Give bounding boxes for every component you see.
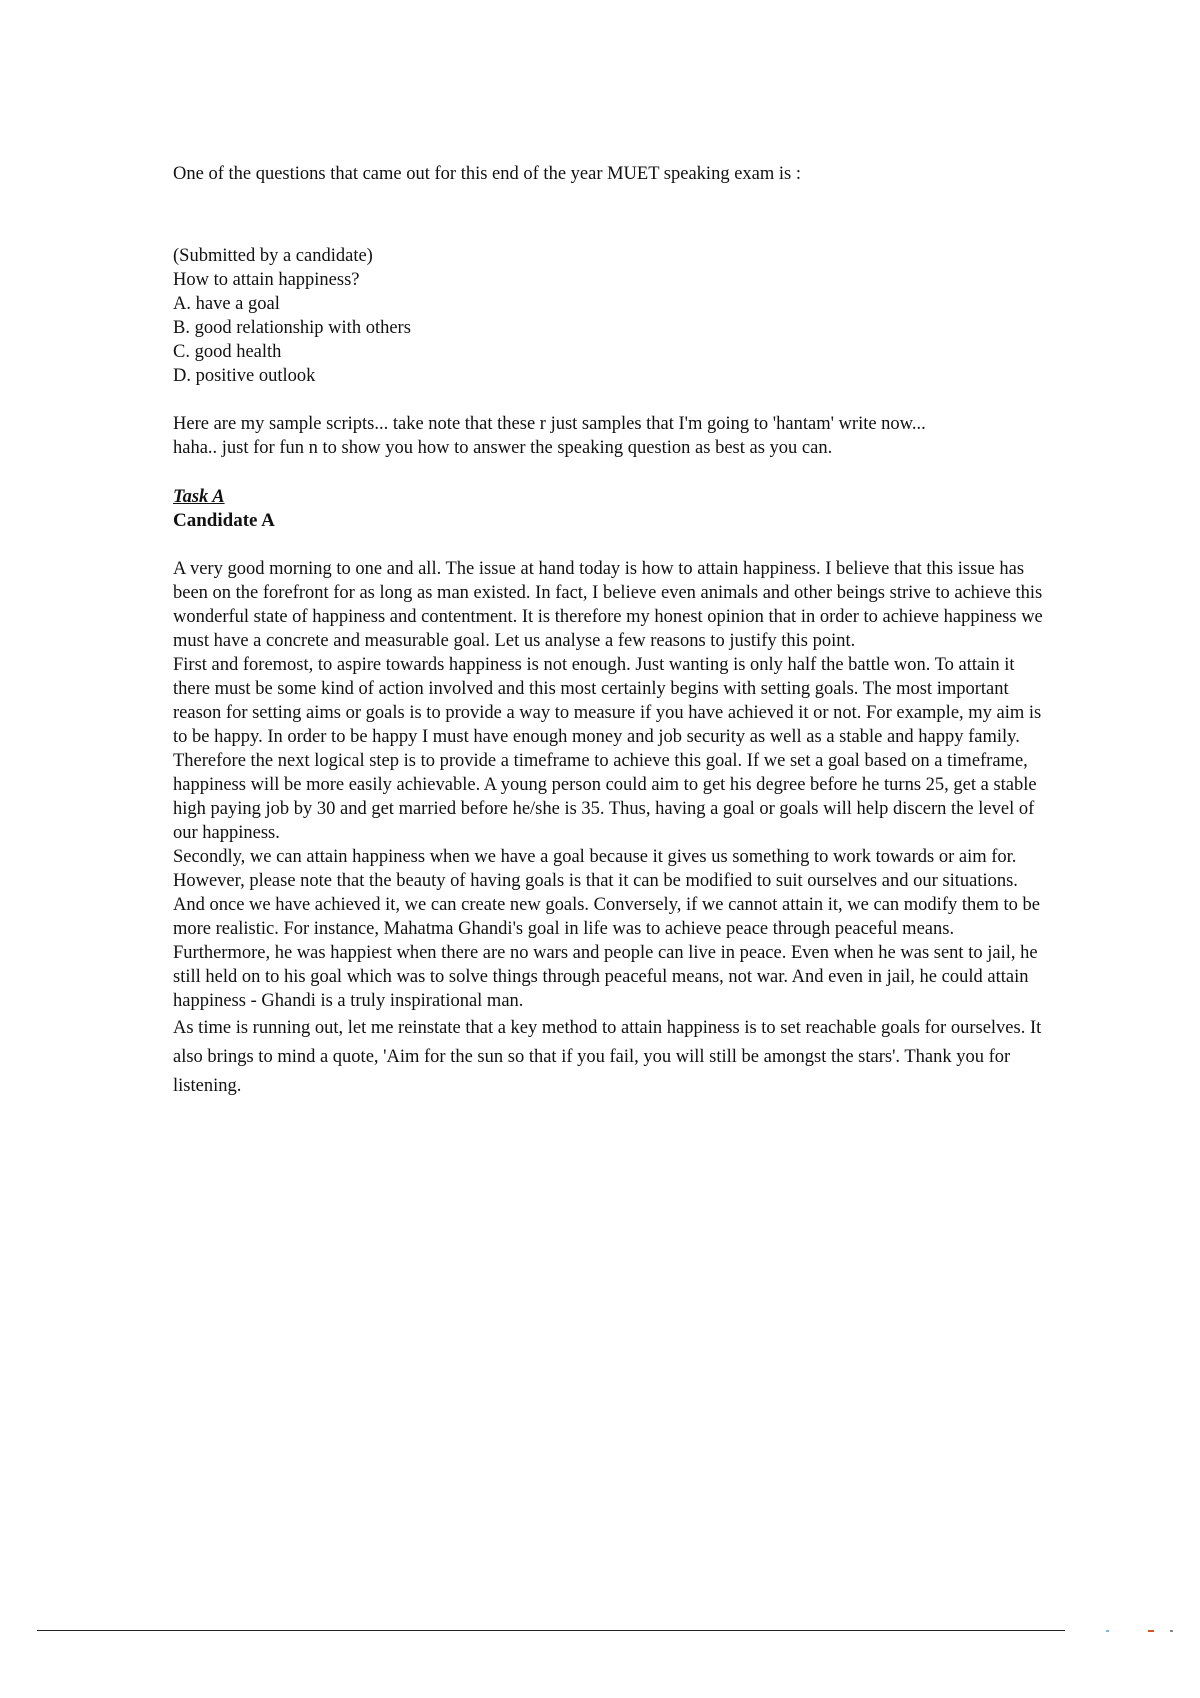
footer-mark <box>1170 1630 1173 1632</box>
footer-divider <box>37 1630 1065 1631</box>
script-paragraph-second-point: Secondly, we can attain happiness when we have a goal because it gives us something to work towards or aim for. However, please note that the beauty of having goals is that it can be modified to suit ourselves and our situations. And once we have achieved it, we can create new goals. Conversely, if we cannot attain it, we can modify them to be more realistic. For instance, Mahatma Ghandi's goal in life was to achieve peace through peaceful means. Furthermore, he was happiest when there are no wars and people can live in peace. Even when he was sent to jail, he still held on to his goal which was to solve things through peaceful means, not war. And even in jail, he could attain happiness - Ghandi is a truly inspirational man. <box>173 847 1040 1011</box>
option-a: A. have a goal <box>173 294 280 314</box>
document-page <box>173 162 1053 1101</box>
candidate-heading: Candidate A <box>173 510 275 531</box>
question-text: How to attain happiness? <box>173 270 360 290</box>
author-note-line-2: haha.. just for fun n to show you how to answer the speaking question as best as you can. <box>173 438 833 458</box>
sample-script <box>173 557 1053 1101</box>
footer-marks <box>1100 1629 1180 1635</box>
script-paragraph-first-point: First and foremost, to aspire towards happiness is not enough. Just wanting is only half the battle won. To attain it there must be some kind of action involved and this most certainly begins with setting goals. The most important reason for setting aims or goals is to provide a way to measure if you have achieved it or not. For example, my aim is to be happy. In order to be happy I must have enough money and job security as well as a stable and happy family. Therefore the next logical step is to provide a timeframe to achieve this goal. If we set a goal based on a timeframe, happiness will be more easily achievable. A young person could aim to get his degree before he turns 25, get a stable high paying job by 30 and get married before he/she is 35. Thus, having a goal or goals will help discern the level of our happiness. <box>173 655 1042 843</box>
option-d: D. positive outlook <box>173 366 316 386</box>
footer-mark <box>1106 1630 1109 1632</box>
script-paragraph-conclusion: As time is running out, let me reinstate that a key method to attain happiness is to set reachable goals for ourselves. It also brings to mind a quote, 'Aim for the sun so that if you fail, you will still be amongst the stars'. Thank you for listening. <box>173 1018 1042 1096</box>
option-b: B. good relationship with others <box>173 318 411 338</box>
task-heading: Task A <box>173 487 225 507</box>
author-note <box>173 412 1053 460</box>
option-c: C. good health <box>173 342 282 362</box>
intro-text: One of the questions that came out for this end of the year MUET speaking exam is : <box>173 164 801 184</box>
script-paragraph-intro: A very good morning to one and all. The issue at hand today is how to attain happiness. I believe that this issue has been on the forefront for as long as man existed. In fact, I believe even animals and other beings strive to achieve this wonderful state of happiness and contentment. It is therefore my honest opinion that in order to achieve happiness we must have a concrete and measurable goal. Let us analyse a few reasons to justify this point. <box>173 559 1043 651</box>
footer-mark <box>1148 1630 1154 1632</box>
submission-source: (Submitted by a candidate) <box>173 246 373 266</box>
exam-question-block <box>173 244 1053 388</box>
author-note-line-1: Here are my sample scripts... take note that these r just samples that I'm going to 'hantam' write now... <box>173 414 926 434</box>
